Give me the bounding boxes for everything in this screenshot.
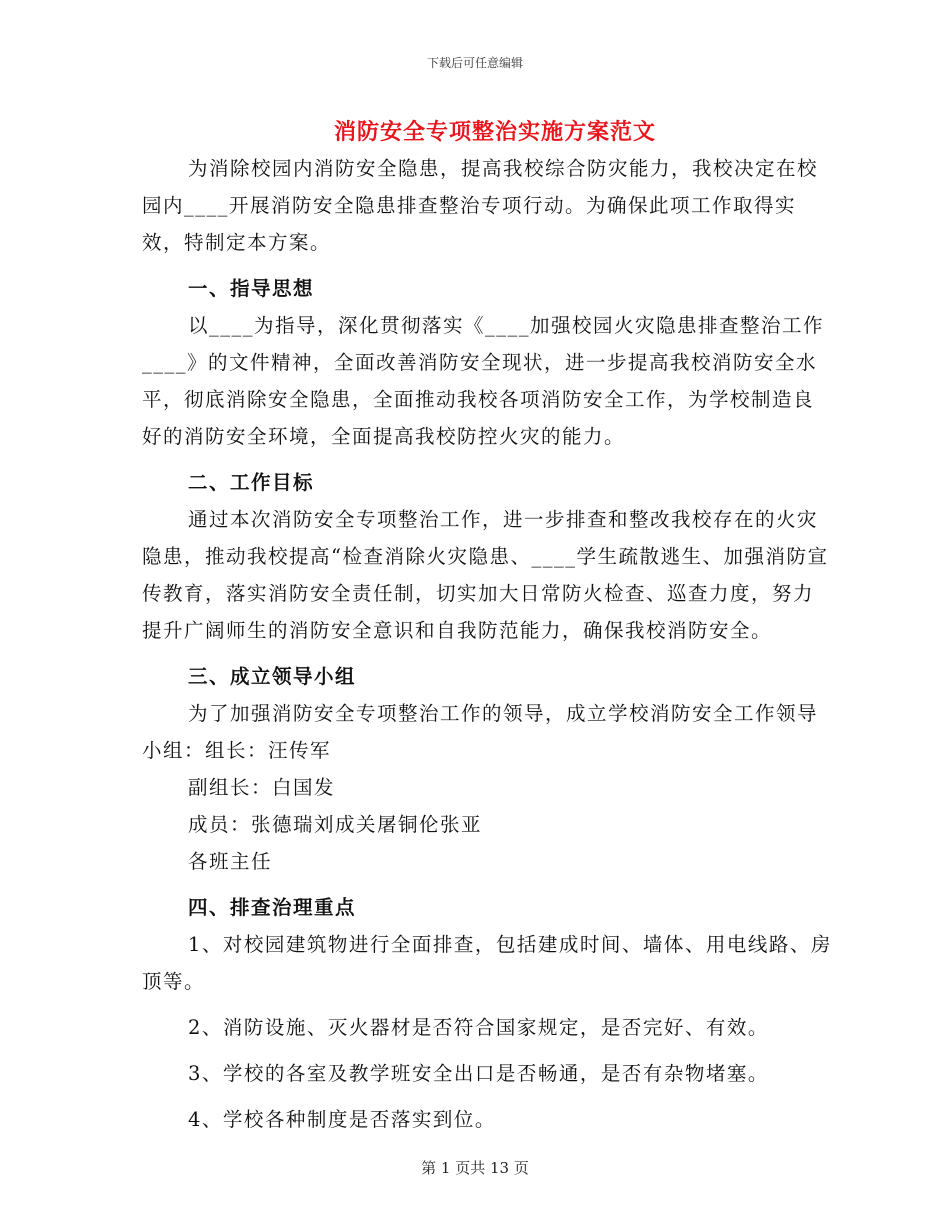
list-item: 3、学校的各室及教学班安全出口是否畅通，是否有杂物堵塞。 [188,1062,769,1085]
deputy-leader-line: 副组长：白国发 [188,776,336,799]
section-heading-key-points: 四、排查治理重点 [188,896,357,919]
guiding-ideology-paragraph: 以____为指导，深化贯彻落实《____加强校园火灾隐患排查整治工作____》的文件精神，全面改善消防安全现状，进一步提高我校消防安全水平，彻底消除安全隐患，全面推动我校各项消防安全工作，为学校制造良好的消防安全环境，全面提高我校防控火灾的能力。 [142,314,825,448]
work-goals-paragraph: 通过本次消防安全专项整治工作，进一步排查和整改我校存在的火灾隐患，推动我校提高“检查消除火灾隐患、____学生疏散逃生、加强消防宣传教育，落实消防安全责任制，切实加大日常防火检查、巡查力度，努力提升广阔师生的消防安全意识和自我防范能力，确保我校消防安全。 [142,508,829,642]
page-footer: 第 1 页共 13 页 [421,1159,529,1177]
leadership-group-paragraph: 为了加强消防安全专项整治工作的领导，成立学校消防安全工作领导小组：组长：汪传军 [142,702,819,762]
intro-paragraph: 为消除校园内消防安全隐患，提高我校综合防灾能力，我校决定在校园内____开展消防安全隐患排查整治专项行动。为确保此项工作取得实效，特制定本方案。 [142,157,819,254]
class-teachers-line: 各班主任 [188,850,273,873]
header-note: 下载后可任意编辑 [426,56,523,70]
members-line: 成员：张德瑞刘成关屠铜伦张亚 [188,813,483,836]
list-item: 2、消防设施、灭火器材是否符合国家规定，是否完好、有效。 [188,1016,769,1039]
list-item: 1、对校园建筑物进行全面排查，包括建成时间、墙体、用电线路、房顶等。 [142,933,832,993]
document-title: 消防安全专项整治实施方案范文 [333,120,656,145]
section-heading-guiding-ideology: 一、指导思想 [188,277,315,300]
section-heading-work-goals: 二、工作目标 [188,471,315,494]
section-heading-leadership-group: 三、成立领导小组 [188,665,357,688]
list-item: 4、学校各种制度是否落实到位。 [188,1108,496,1131]
document-body [142,150,832,1138]
